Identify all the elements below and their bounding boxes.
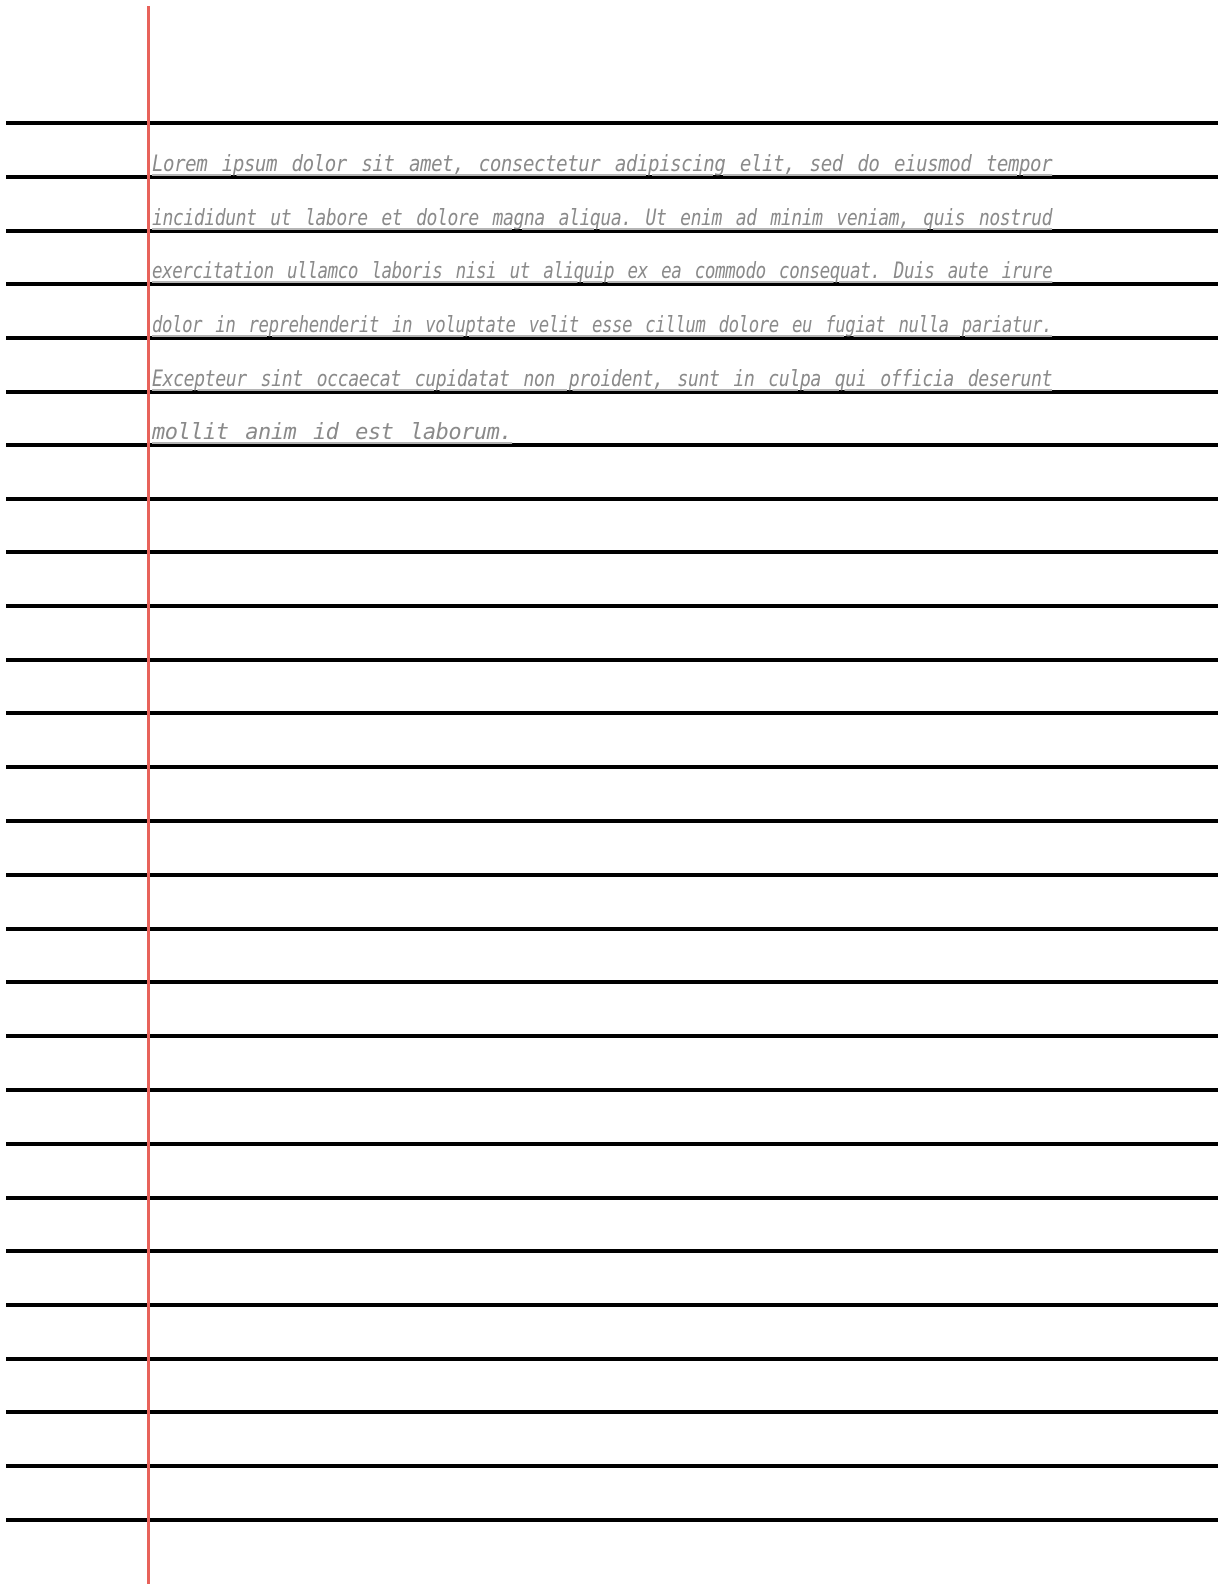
rule-line bbox=[6, 1142, 1218, 1146]
rule-line bbox=[6, 1410, 1218, 1414]
handwritten-line: dolor in reprehenderit in voluptate velit esse cillum dolore eu fugiat nulla pariatur. bbox=[152, 313, 1053, 338]
rule-line bbox=[6, 1034, 1218, 1038]
handwritten-line: Excepteur sint occaecat cupidatat non proident, sunt in culpa qui officia deserunt bbox=[152, 367, 1053, 392]
rule-line bbox=[6, 1518, 1218, 1522]
rule-line bbox=[6, 604, 1218, 608]
rule-line bbox=[6, 1249, 1218, 1253]
rule-line bbox=[6, 658, 1218, 662]
rule-line bbox=[6, 819, 1218, 823]
rule-line bbox=[6, 1196, 1218, 1200]
rule-line bbox=[6, 497, 1218, 501]
rule-line bbox=[6, 711, 1218, 715]
rule-line bbox=[6, 1088, 1218, 1092]
handwritten-line: exercitation ullamco laboris nisi ut aliquip ex ea commodo consequat. Duis aute irure bbox=[152, 259, 1053, 284]
rule-line bbox=[6, 927, 1218, 931]
handwritten-line: incididunt ut labore et dolore magna aliqua. Ut enim ad minim veniam, quis nostrud bbox=[152, 206, 1053, 231]
handwritten-line: mollit anim id est laborum. bbox=[152, 420, 513, 445]
rule-line bbox=[6, 121, 1218, 125]
rule-line bbox=[6, 873, 1218, 877]
rule-line bbox=[6, 980, 1218, 984]
rule-line bbox=[6, 1303, 1218, 1307]
rule-line bbox=[6, 1464, 1218, 1468]
rule-line bbox=[6, 550, 1218, 554]
rule-line bbox=[6, 1357, 1218, 1361]
rule-line bbox=[6, 765, 1218, 769]
handwritten-line: Lorem ipsum dolor sit amet, consectetur adipiscing elit, sed do eiusmod tempor bbox=[152, 152, 1053, 177]
margin-line bbox=[147, 6, 150, 1584]
